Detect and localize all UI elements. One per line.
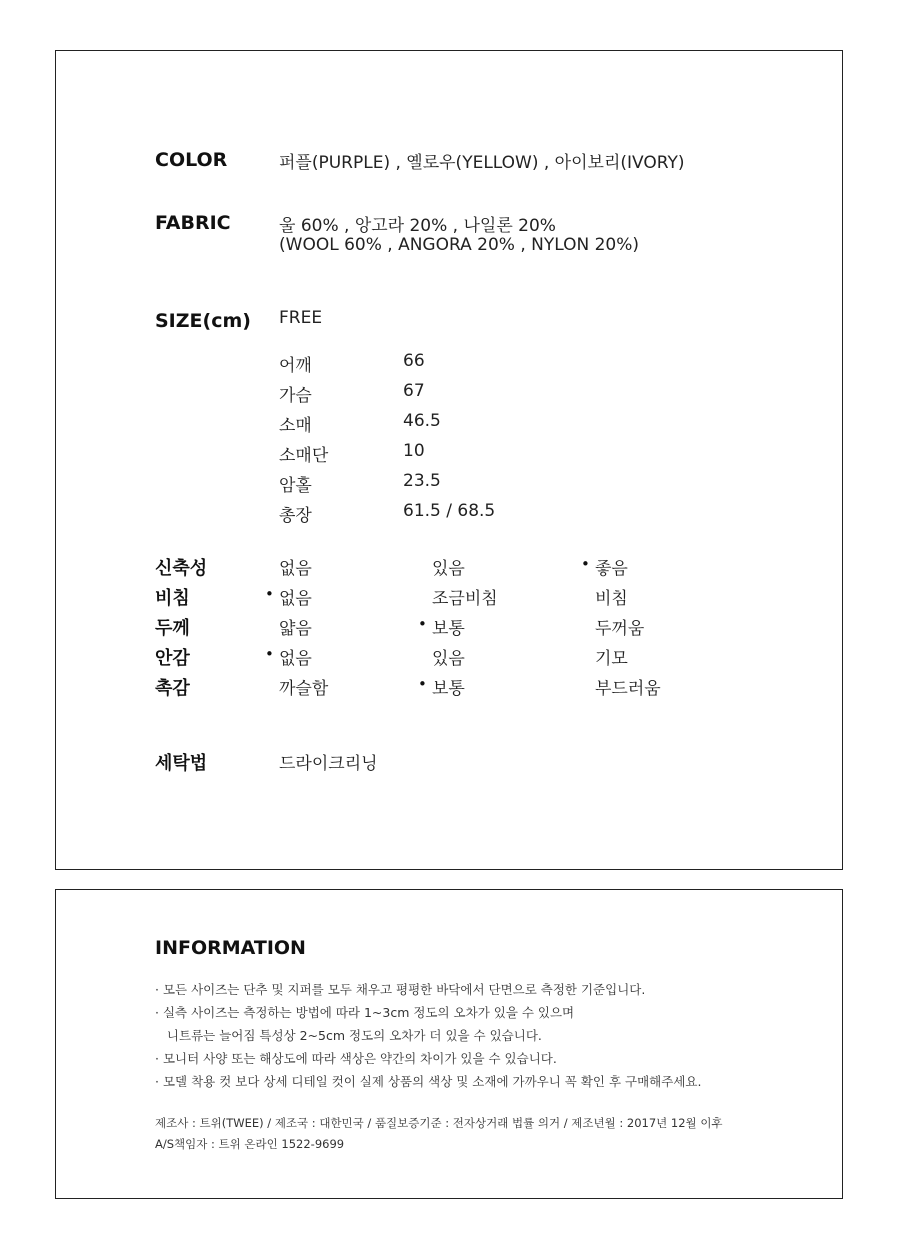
color-label: COLOR <box>155 149 228 171</box>
size-value: FREE <box>279 308 323 328</box>
attribute-label: 안감 <box>155 648 190 669</box>
measurement-value: 10 <box>403 441 425 461</box>
attribute-label: 비침 <box>155 588 190 609</box>
attribute-option-selected: 좋음 <box>595 559 628 579</box>
attribute-option: 없음 <box>279 559 312 579</box>
measurement-value: 66 <box>403 351 425 371</box>
as-contact-info: A/S책임자 : 트위 온라인 1522-9699 <box>155 1137 345 1151</box>
attribute-option-selected: 없음 <box>279 649 312 669</box>
measurement-value: 23.5 <box>403 471 441 491</box>
info-note: · 모델 착용 컷 보다 상세 디테일 컷이 실제 상품의 색상 및 소재에 가까우니 꼭 확인 후 구매해주세요. <box>155 1074 702 1089</box>
measurement-name: 가슴 <box>279 386 312 406</box>
measurement-name: 소매단 <box>279 446 329 466</box>
attribute-option: 기모 <box>595 649 628 669</box>
washing-label: 세탁법 <box>155 753 208 774</box>
attribute-label: 촉감 <box>155 678 190 699</box>
attribute-option: 부드러움 <box>595 679 661 699</box>
attribute-option: 얇음 <box>279 619 312 639</box>
selected-bullet-icon: • <box>265 645 274 663</box>
selected-bullet-icon: • <box>265 585 274 603</box>
product-spec-panel <box>55 50 843 870</box>
attribute-option: 까슬함 <box>279 679 329 699</box>
information-panel <box>55 889 843 1199</box>
fabric-value-line1: 울 60% , 앙고라 20% , 나일론 20% <box>279 216 556 236</box>
selected-bullet-icon: • <box>418 675 427 693</box>
info-note: · 모든 사이즈는 단추 및 지퍼를 모두 채우고 평평한 바닥에서 단면으로 측정한 기준입니다. <box>155 982 646 997</box>
info-note: 니트류는 늘어짐 특성상 2~5cm 정도의 오차가 더 있을 수 있습니다. <box>155 1028 542 1043</box>
attribute-label: 신축성 <box>155 558 208 579</box>
measurement-name: 소매 <box>279 416 312 436</box>
size-label: SIZE(cm) <box>155 310 251 332</box>
info-note: · 모니터 사양 또는 해상도에 따라 색상은 약간의 차이가 있을 수 있습니다. <box>155 1051 557 1066</box>
measurement-name: 암홀 <box>279 476 312 496</box>
color-value: 퍼플(PURPLE) , 옐로우(YELLOW) , 아이보리(IVORY) <box>279 153 685 173</box>
measurement-value: 67 <box>403 381 425 401</box>
washing-value: 드라이크리닝 <box>279 754 378 774</box>
fabric-label: FABRIC <box>155 212 231 234</box>
selected-bullet-icon: • <box>418 615 427 633</box>
manufacturer-info: 제조사 : 트위(TWEE) / 제조국 : 대한민국 / 품질보증기준 : 전자상거래 법률 의거 / 제조년월 : 2017년 12월 이후 <box>155 1116 723 1130</box>
attribute-option: 있음 <box>432 649 465 669</box>
attribute-option: 조금비침 <box>432 589 498 609</box>
attribute-option-selected: 보통 <box>432 619 465 639</box>
attribute-option: 있음 <box>432 559 465 579</box>
attribute-option-selected: 보통 <box>432 679 465 699</box>
information-title: INFORMATION <box>155 937 306 959</box>
measurement-value: 61.5 / 68.5 <box>403 501 496 521</box>
fabric-value-line2: (WOOL 60% , ANGORA 20% , NYLON 20%) <box>279 235 640 255</box>
measurement-name: 총장 <box>279 506 312 526</box>
attribute-option-selected: 없음 <box>279 589 312 609</box>
info-note: · 실측 사이즈는 측정하는 방법에 따라 1~3cm 정도의 오차가 있을 수 있으며 <box>155 1005 575 1020</box>
attribute-option: 두꺼움 <box>595 619 645 639</box>
attribute-label: 두께 <box>155 618 190 639</box>
measurement-name: 어깨 <box>279 356 312 376</box>
measurement-value: 46.5 <box>403 411 441 431</box>
attribute-option: 비침 <box>595 589 628 609</box>
selected-bullet-icon: • <box>581 555 590 573</box>
